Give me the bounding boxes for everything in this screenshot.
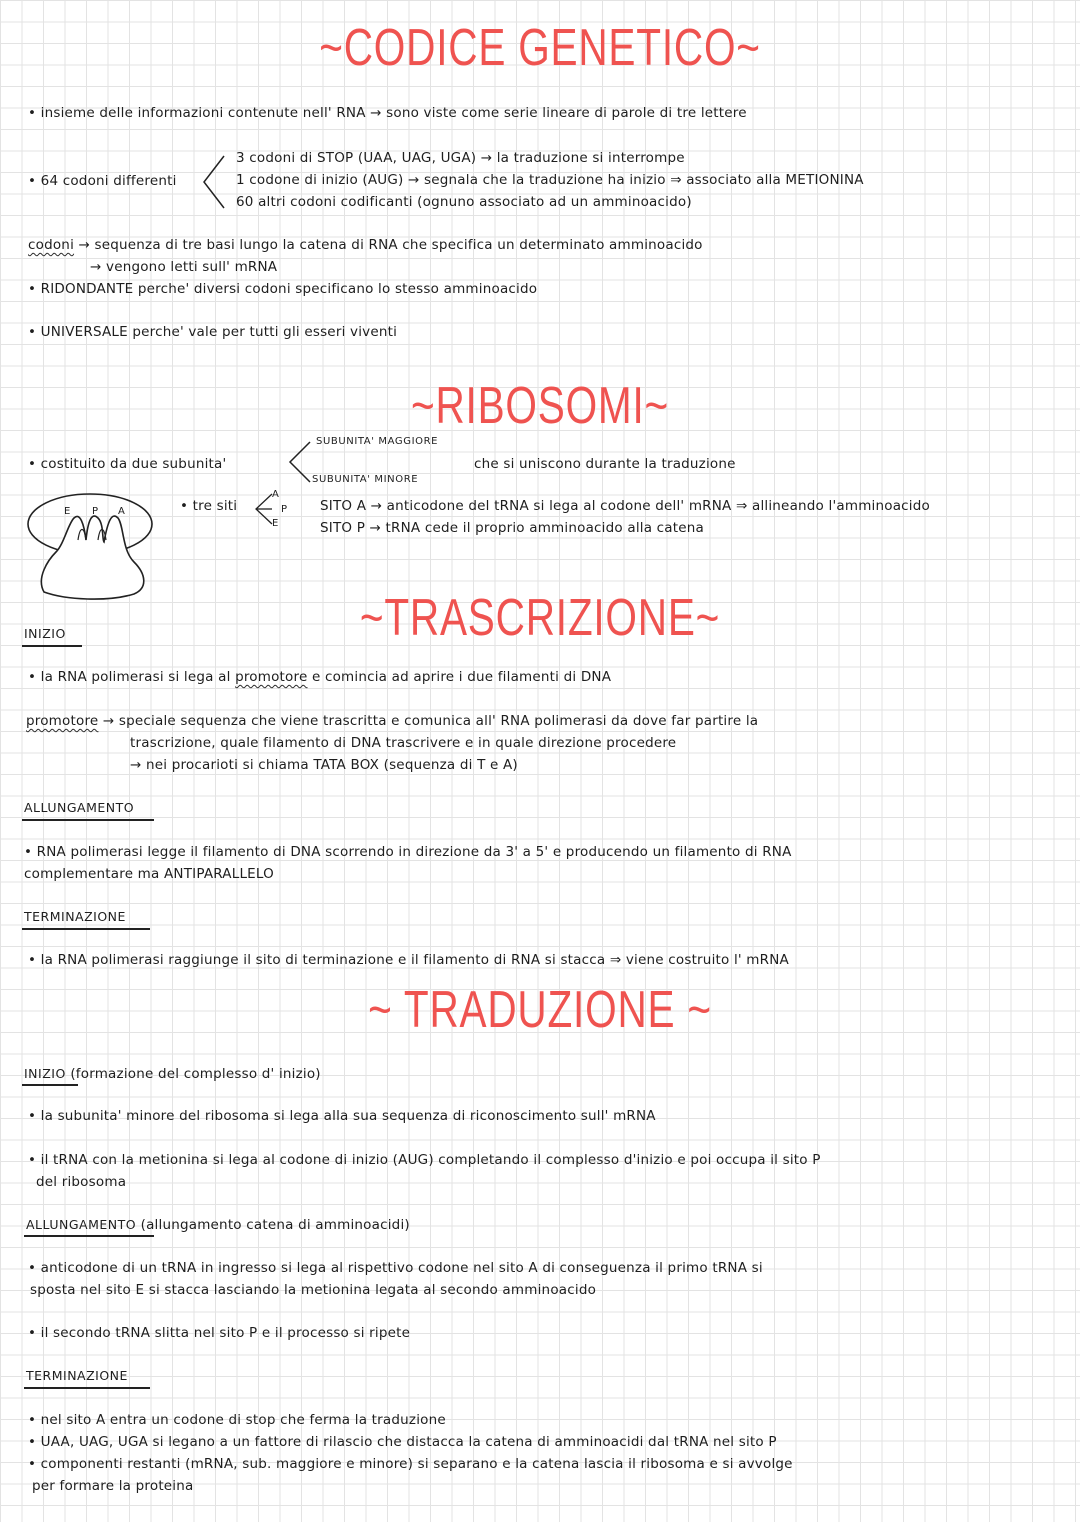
traduzione-allungamento-1a: • anticodone di un tRNA in ingresso si lega al rispettivo codone nel sito A di conseguenza il primo tRNA si	[28, 1260, 763, 1276]
traduzione-terminazione-head: TERMINAZIONE	[26, 1368, 128, 1383]
underline-traduzione-terminazione	[24, 1387, 150, 1389]
trascrizione-allungamento-2: complementare ma ANTIPARALLELO	[24, 866, 274, 882]
traduzione-terminazione-3a: • componenti restanti (mRNA, sub. maggiore e minore) si separano e la catena lascia il ribosoma e si avvolge	[28, 1456, 793, 1472]
codoni-term: codoni	[28, 237, 75, 253]
codoni-definition	[28, 236, 703, 254]
inizio-post: e comincia ad aprire i due filamenti di DNA	[311, 669, 612, 685]
site-letter-e: E	[272, 518, 279, 529]
trascrizione-inizio-1	[28, 668, 611, 686]
traduzione-allungamento-2: • il secondo tRNA slitta nel sito P e il processo si ripete	[28, 1325, 411, 1341]
traduzione-terminazione-2: • UAA, UAG, UGA si legano a un fattore di rilascio che distacca la catena di amminoacidi dal tRNA nel sito P	[28, 1434, 777, 1450]
codons-label: • 64 codoni differenti	[28, 173, 177, 189]
inizio-promotore: promotore	[235, 669, 308, 685]
traduzione-allungamento-1b: sposta nel sito E si stacca lasciando la metionina legata al secondo amminoacido	[30, 1282, 597, 1298]
subunits-join: che si uniscono durante la traduzione	[474, 456, 736, 472]
sito-a: SITO A → anticodone del tRNA si lega al codone dell' mRNA ⇒ allineando l'amminoacido	[320, 498, 930, 514]
subunita-maggiore: SUBUNITA' MAGGIORE	[316, 436, 439, 447]
codoni-def-text: → sequenza di tre basi lungo la catena di RNA che specifica un determinato amminoacido	[78, 237, 703, 253]
traduzione-inizio-2a: • il tRNA con la metionina si lega al codone di inizio (AUG) completando il complesso d'inizio e poi occupa il sito P	[28, 1152, 821, 1168]
underline-traduzione-allungamento	[24, 1235, 154, 1237]
title-trascrizione: ~TRASCRIZIONE~	[359, 589, 721, 647]
traduzione-terminazione-1: • nel sito A entra un codone di stop che ferma la traduzione	[28, 1412, 446, 1428]
codoni-sub: → vengono letti sull' mRNA	[90, 259, 278, 275]
promotore-def-1: → speciale sequenza che viene trascritta e comunica all' RNA polimerasi da dove far partire la	[102, 713, 759, 729]
underline-allungamento	[22, 819, 154, 821]
trascrizione-allungamento-1: • RNA polimerasi legge il filamento di DNA scorrendo in direzione da 3' a 5' e producendo un filamento di RNA	[24, 844, 792, 860]
promotore-def	[26, 712, 758, 730]
codice-intro: • insieme delle informazioni contenute nell' RNA → sono viste come serie lineare di parole di tre lettere	[28, 105, 747, 121]
ridondante: • RIDONDANTE perche' diversi codoni specificano lo stesso amminoacido	[28, 281, 538, 297]
inizio-pre: • la RNA polimerasi si lega al	[28, 669, 231, 685]
traduzione-inizio-2b: del ribosoma	[36, 1174, 127, 1190]
traduzione-inizio-1: • la subunita' minore del ribosoma si lega alla sua sequenza di riconoscimento sull' mRNA	[28, 1108, 656, 1124]
universale: • UNIVERSALE perche' vale per tutti gli esseri viventi	[28, 324, 398, 340]
traduzione-allungamento-note: (allungamento catena di amminoacidi)	[140, 1217, 410, 1233]
traduzione-allungamento-head: ALLUNGAMENTO	[26, 1217, 137, 1232]
underline-terminazione	[22, 928, 150, 930]
diagram-site-e: E	[64, 506, 71, 517]
brace-sites-icon	[252, 492, 274, 526]
traduzione-allungamento-line	[26, 1216, 410, 1234]
title-ribosomi: ~RIBOSOMI~	[410, 377, 669, 435]
trascrizione-terminazione-head: TERMINAZIONE	[24, 909, 126, 924]
codon-others: 60 altri codoni codificanti (ognuno associato ad un amminoacido)	[236, 194, 692, 210]
promotore-def-2: trascrizione, quale filamento di DNA trascrivere e in quale direzione procedere	[130, 735, 677, 751]
underline-traduzione-inizio	[22, 1084, 78, 1086]
traduzione-inizio-head: INIZIO	[24, 1066, 66, 1081]
site-letter-a: A	[272, 489, 280, 500]
title-traduzione: ~ TRADUZIONE ~	[368, 981, 712, 1039]
tre-siti: • tre siti	[180, 498, 238, 514]
traduzione-inizio-note: (formazione del complesso d' inizio)	[70, 1066, 321, 1082]
trascrizione-inizio-head: INIZIO	[24, 626, 66, 641]
sito-p: SITO P → tRNA cede il proprio amminoacido alla catena	[320, 520, 705, 536]
brace-subunits-icon	[286, 440, 312, 484]
subunita-minore: SUBUNITA' MINORE	[312, 474, 419, 485]
traduzione-inizio-line	[24, 1065, 321, 1083]
promotore-term: promotore	[26, 713, 99, 729]
diagram-site-p: P	[92, 506, 99, 517]
diagram-site-a: A	[118, 506, 126, 517]
traduzione-terminazione-3b: per formare la proteina	[32, 1478, 194, 1494]
codon-stop: 3 codoni di STOP (UAA, UAG, UGA) → la traduzione si interrompe	[236, 150, 685, 166]
title-codice-genetico: ~CODICE GENETICO~	[319, 19, 761, 77]
underline-inizio	[22, 645, 82, 647]
costituito: • costituito da due subunita'	[28, 456, 227, 472]
brace-codons-icon	[198, 152, 228, 212]
codon-start: 1 codone di inizio (AUG) → segnala che la traduzione ha inizio ⇒ associato alla METIONINA	[236, 172, 864, 188]
promotore-def-3: → nei procarioti si chiama TATA BOX (sequenza di T e A)	[130, 757, 518, 773]
trascrizione-terminazione-1: • la RNA polimerasi raggiunge il sito di terminazione e il filamento di RNA si stacca ⇒ viene costruito l' mRNA	[28, 952, 789, 968]
trascrizione-allungamento-head: ALLUNGAMENTO	[24, 800, 135, 815]
site-letter-p: P	[281, 504, 288, 515]
